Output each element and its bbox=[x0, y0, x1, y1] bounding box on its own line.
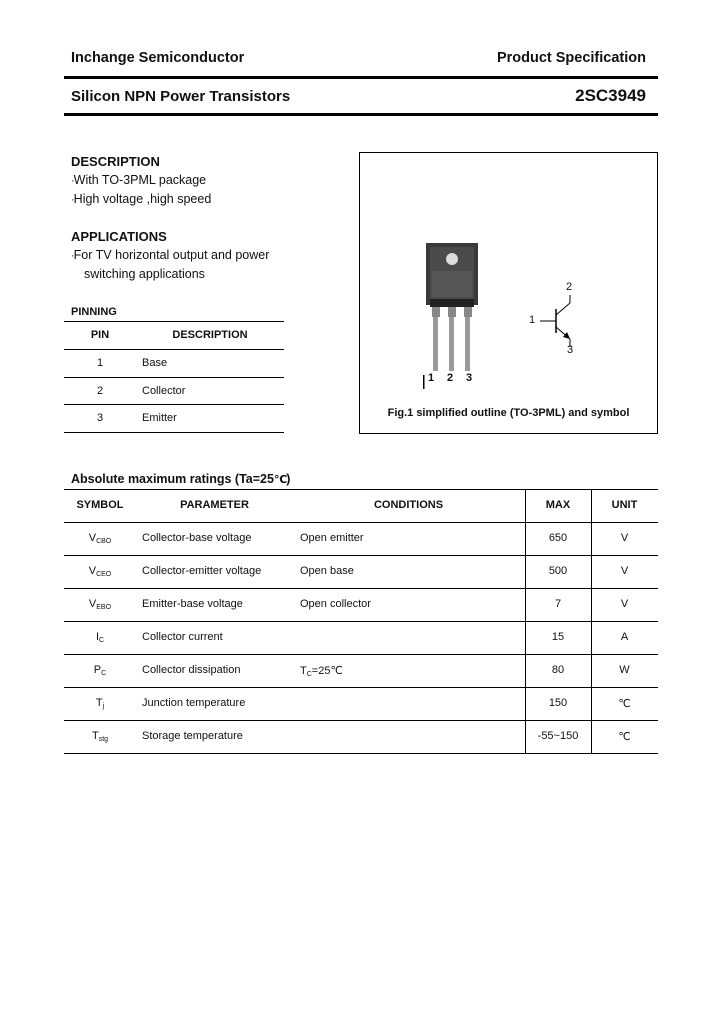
symbol-subscript: C bbox=[99, 637, 105, 644]
ratings-rule-top bbox=[64, 489, 658, 490]
symbol-letter: T bbox=[95, 697, 103, 709]
pinning-pin-2: 2 bbox=[96, 385, 104, 397]
symbol-subscript: EBO bbox=[96, 604, 112, 611]
ratings-symbol-tj bbox=[64, 697, 136, 710]
applications-text: For TV horizontal output and power bbox=[73, 248, 270, 262]
symbol-letter: V bbox=[88, 565, 97, 577]
pinning-rule-bottom bbox=[64, 432, 284, 433]
symbol-letter: V bbox=[88, 532, 97, 544]
ratings-max: 150 bbox=[548, 697, 568, 709]
package-pin-label-3: 3 bbox=[466, 372, 473, 384]
header-rule-bottom bbox=[64, 113, 658, 116]
pinning-header-description: DESCRIPTION bbox=[172, 329, 248, 341]
header-rule-top bbox=[64, 76, 658, 79]
ratings-header-unit: UNIT bbox=[611, 499, 638, 511]
ratings-unit: A bbox=[620, 631, 629, 643]
applications-line-2: switching applications bbox=[84, 267, 205, 281]
ratings-unit: V bbox=[620, 532, 629, 544]
ratings-condition: Open base bbox=[300, 565, 354, 577]
description-item-1 bbox=[71, 173, 206, 187]
condition-letter: T bbox=[300, 665, 307, 677]
applications-title: APPLICATIONS bbox=[71, 229, 167, 244]
ratings-unit: V bbox=[620, 598, 629, 610]
ratings-rule bbox=[64, 720, 658, 721]
ratings-symbol-vceo bbox=[64, 565, 136, 578]
document-type: Product Specification bbox=[496, 50, 646, 66]
symbol-letter: T bbox=[91, 730, 99, 742]
ratings-symbol-ic bbox=[64, 631, 136, 644]
ratings-max: 80 bbox=[551, 664, 565, 676]
ratings-max: 15 bbox=[551, 631, 565, 643]
symbol-subscript: C bbox=[101, 670, 107, 677]
ratings-unit: W bbox=[619, 664, 630, 676]
package-pin-label-2: 2 bbox=[447, 372, 454, 384]
ratings-rule bbox=[64, 555, 658, 556]
ratings-symbol-vebo bbox=[64, 598, 136, 611]
ratings-title-text: Absolute maximum ratings (Ta=25 bbox=[71, 472, 274, 486]
ratings-max: 7 bbox=[554, 598, 562, 610]
ratings-title bbox=[71, 472, 290, 486]
ratings-header-max: MAX bbox=[545, 499, 571, 511]
bullet-glyph: · bbox=[71, 250, 74, 262]
ratings-header-symbol: SYMBOL bbox=[76, 499, 124, 511]
symbol-subscript: CEO bbox=[96, 571, 112, 578]
ratings-parameter: Collector current bbox=[142, 631, 223, 643]
pinning-desc-3: Emitter bbox=[142, 412, 177, 424]
ratings-title-close: ) bbox=[286, 472, 291, 486]
condition-subscript: C bbox=[306, 671, 312, 678]
to3pml-package-drawing bbox=[412, 241, 497, 391]
ratings-parameter: Collector dissipation bbox=[142, 664, 241, 676]
symbol-subscript: stg bbox=[98, 736, 109, 743]
figure-box bbox=[359, 152, 658, 434]
pinning-pin-1: 1 bbox=[96, 357, 104, 369]
ratings-parameter: Junction temperature bbox=[142, 697, 246, 709]
ratings-unit: ℃ bbox=[618, 731, 631, 743]
ratings-rule bbox=[64, 522, 658, 523]
ratings-condition: Open collector bbox=[300, 598, 371, 610]
ratings-unit: ℃ bbox=[618, 698, 631, 710]
ratings-condition: Open emitter bbox=[300, 532, 364, 544]
description-item-2 bbox=[71, 192, 211, 206]
symbol-letter: V bbox=[88, 598, 97, 610]
description-title: DESCRIPTION bbox=[71, 154, 160, 169]
symbol-label-base: 1 bbox=[529, 314, 536, 326]
symbol-subscript: CBO bbox=[96, 538, 112, 545]
ratings-parameter: Collector-base voltage bbox=[142, 532, 252, 544]
pinning-desc-2: Collector bbox=[142, 385, 186, 397]
ratings-condition bbox=[300, 664, 343, 678]
pinning-desc-1: Base bbox=[142, 357, 168, 369]
part-number: 2SC3949 bbox=[575, 86, 646, 105]
pinning-rule bbox=[64, 349, 284, 350]
ratings-max: 650 bbox=[548, 532, 568, 544]
symbol-label-collector: 2 bbox=[566, 281, 573, 293]
ratings-rule-bottom bbox=[64, 753, 658, 754]
package-pin-label-1: 1 bbox=[428, 372, 435, 384]
company-name: Inchange Semiconductor bbox=[71, 50, 245, 66]
symbol-label-emitter: 3 bbox=[567, 344, 574, 356]
ratings-max: 500 bbox=[548, 565, 568, 577]
ratings-symbol-tstg bbox=[64, 730, 136, 743]
pinning-header-pin: PIN bbox=[90, 329, 110, 341]
ratings-max: -55~150 bbox=[537, 730, 579, 742]
description-item-text: High voltage ,high speed bbox=[73, 192, 212, 206]
ratings-unit: V bbox=[620, 565, 629, 577]
npn-transistor-symbol-icon bbox=[540, 293, 580, 349]
figure-caption: Fig.1 simplified outline (TO-3PML) and symbol bbox=[387, 407, 630, 419]
pinning-pin-3: 3 bbox=[96, 412, 104, 424]
ratings-header-parameter: PARAMETER bbox=[180, 499, 249, 511]
ratings-parameter: Storage temperature bbox=[142, 730, 243, 742]
celsius-glyph: ℃ bbox=[273, 474, 287, 486]
pinning-rule bbox=[64, 377, 284, 378]
product-line: Silicon NPN Power Transistors bbox=[71, 88, 291, 105]
symbol-letter: P bbox=[93, 664, 102, 676]
bullet-glyph: · bbox=[71, 194, 74, 206]
ratings-rule bbox=[64, 621, 658, 622]
condition-tail: =25℃ bbox=[311, 665, 343, 677]
pinning-rule bbox=[64, 404, 284, 405]
ratings-symbol-pc bbox=[64, 664, 136, 677]
symbol-subscript: j bbox=[102, 703, 105, 710]
ratings-parameter: Collector-emitter voltage bbox=[142, 565, 262, 577]
symbol-letter: I bbox=[95, 631, 99, 643]
description-item-text: With TO-3PML package bbox=[73, 173, 207, 187]
pinning-rule-top bbox=[64, 321, 284, 322]
bullet-glyph: · bbox=[71, 175, 74, 187]
applications-line-1 bbox=[71, 248, 269, 262]
pinning-title: PINNING bbox=[71, 306, 117, 318]
ratings-rule bbox=[64, 588, 658, 589]
ratings-symbol-vcbo bbox=[64, 532, 136, 545]
ratings-parameter: Emitter-base voltage bbox=[142, 598, 243, 610]
ratings-rule bbox=[64, 687, 658, 688]
ratings-header-conditions: CONDITIONS bbox=[373, 499, 444, 511]
ratings-rule bbox=[64, 654, 658, 655]
